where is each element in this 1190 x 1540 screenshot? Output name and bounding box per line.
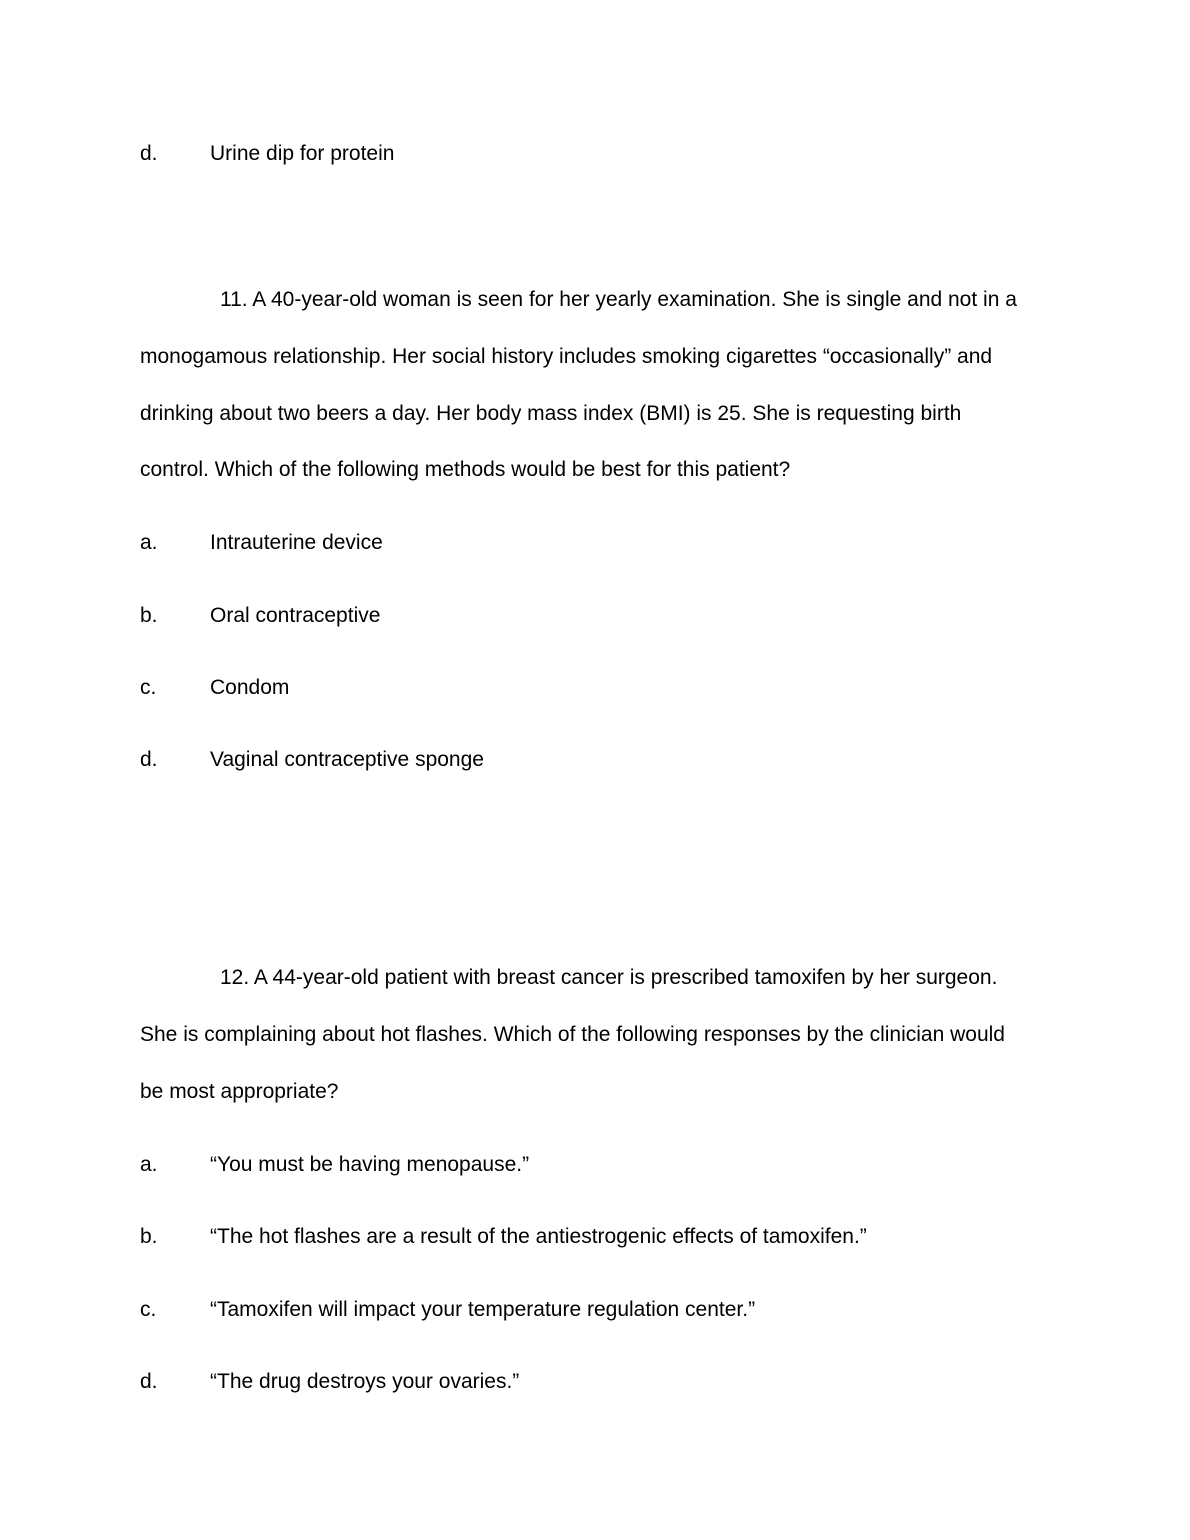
option-letter: c. (140, 1298, 157, 1321)
option-letter: b. (140, 604, 158, 627)
option-item (140, 747, 484, 773)
question-text-line: monogamous relationship. Her social history includes smoking cigarettes “occasionally” and (140, 345, 993, 368)
option-text: Urine dip for protein (210, 142, 395, 165)
question-text-line: She is complaining about hot flashes. Which of the following responses by the clinician would (140, 1023, 1005, 1046)
option-letter: a. (140, 531, 158, 554)
option-letter: a. (140, 1153, 158, 1176)
option-letter: c. (140, 676, 157, 699)
option-item (140, 530, 383, 556)
option-item (140, 141, 394, 167)
question-text-line: 12. A 44-year-old patient with breast cancer is prescribed tamoxifen by her surgeon. (220, 966, 998, 989)
option-item (140, 603, 380, 629)
option-text: Vaginal contraceptive sponge (210, 748, 484, 771)
option-letter: d. (140, 1370, 158, 1393)
question-text-line: 11. A 40-year-old woman is seen for her yearly examination. She is single and not in a (220, 288, 1017, 311)
option-text: “You must be having menopause.” (210, 1153, 530, 1176)
option-text: “The hot flashes are a result of the antiestrogenic effects of tamoxifen.” (210, 1225, 867, 1248)
option-text: “The drug destroys your ovaries.” (210, 1370, 520, 1393)
option-letter: b. (140, 1225, 158, 1248)
option-item (140, 675, 289, 701)
question-text-line: drinking about two beers a day. Her body mass index (BMI) is 25. She is requesting birth (140, 402, 962, 425)
option-letter: d. (140, 748, 158, 771)
option-text: Intrauterine device (210, 531, 383, 554)
question-text-line: control. Which of the following methods would be best for this patient? (140, 458, 791, 481)
option-item (140, 1297, 755, 1323)
question-text-line: be most appropriate? (140, 1080, 339, 1103)
option-letter: d. (140, 142, 158, 165)
option-item (140, 1224, 867, 1250)
option-item (140, 1152, 529, 1178)
option-text: Oral contraceptive (210, 604, 381, 627)
option-item (140, 1369, 519, 1395)
option-text: “Tamoxifen will impact your temperature regulation center.” (210, 1298, 756, 1321)
option-text: Condom (210, 676, 290, 699)
